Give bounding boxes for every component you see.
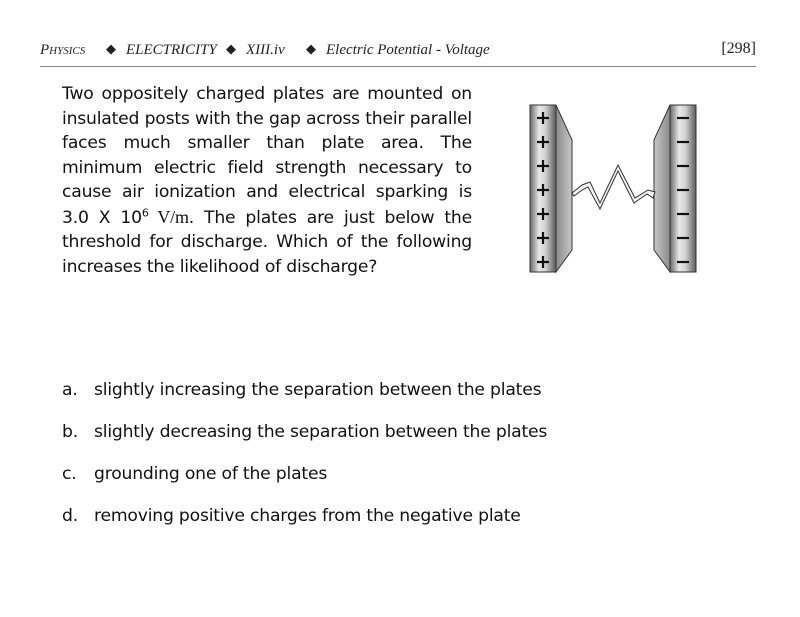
option-a[interactable] bbox=[62, 380, 547, 422]
page-number: [298] bbox=[721, 40, 756, 57]
option-letter: b. bbox=[62, 422, 78, 442]
header-topic: ELECTRICITY bbox=[126, 42, 217, 58]
option-letter: a. bbox=[62, 380, 78, 400]
question-part1: Two oppositely charged plates are mounted on insulated posts with the gap across their parallel faces much smaller than plate area. The minimum electric field strength necessary to cause air ionization and electrical sparking is 3.0 X 10 bbox=[62, 84, 472, 228]
charged-plates-figure bbox=[520, 95, 710, 285]
page-header bbox=[40, 42, 756, 66]
header-section: XIII.iv bbox=[246, 42, 285, 58]
option-d[interactable] bbox=[62, 506, 547, 548]
option-letter: d. bbox=[62, 506, 78, 526]
bullet-icon: ◆ bbox=[226, 41, 236, 56]
option-text: removing positive charges from the negative plate bbox=[94, 506, 521, 526]
plates-diagram bbox=[520, 95, 710, 285]
answer-options bbox=[62, 380, 547, 548]
bullet-icon: ◆ bbox=[106, 41, 116, 56]
option-text: slightly increasing the separation between the plates bbox=[94, 380, 542, 400]
header-divider bbox=[40, 66, 756, 67]
header-subject: Physics bbox=[40, 42, 86, 58]
bullet-icon: ◆ bbox=[306, 41, 316, 56]
header-title: Electric Potential - Voltage bbox=[326, 42, 490, 58]
option-c[interactable] bbox=[62, 464, 547, 506]
question-text bbox=[62, 82, 472, 279]
question-unit: V/m bbox=[148, 206, 189, 227]
question-part2: . The plates are just below the threshold for discharge. Which of the following increases the likelihood of discharge? bbox=[62, 207, 472, 277]
question-exponent: 6 bbox=[141, 205, 149, 219]
option-text: grounding one of the plates bbox=[94, 464, 328, 484]
option-letter: c. bbox=[62, 464, 77, 484]
option-text: slightly decreasing the separation between the plates bbox=[94, 422, 548, 442]
option-b[interactable] bbox=[62, 422, 547, 464]
